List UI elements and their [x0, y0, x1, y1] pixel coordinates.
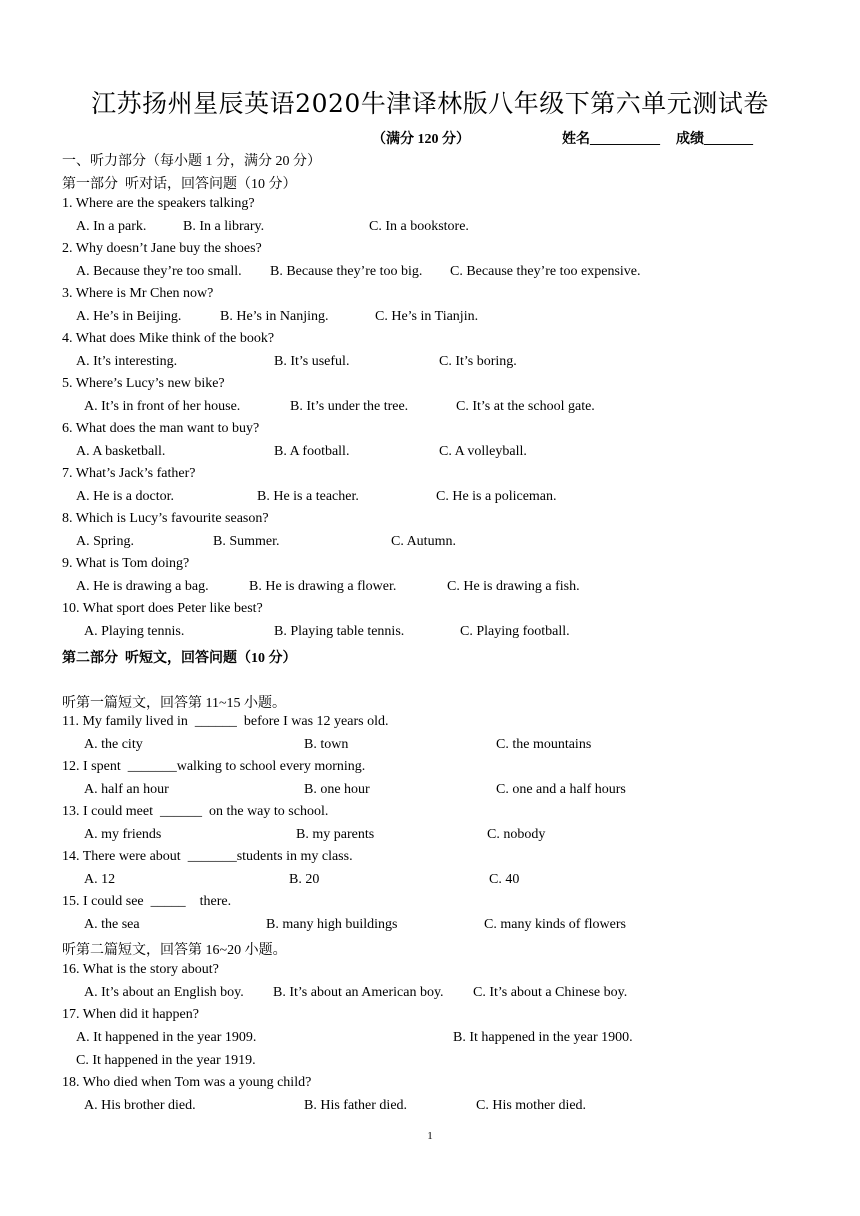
option: B. A football. — [274, 444, 350, 459]
option: C. His mother died. — [476, 1098, 587, 1113]
question: 14. There were about _______students in my class. — [62, 849, 353, 864]
option: C. the mountains — [496, 737, 592, 752]
option: A. His brother died. — [84, 1098, 196, 1113]
part1-heading: 第一部分 听对话，回答问题（10 分） — [62, 177, 297, 192]
option: C. In a bookstore. — [369, 219, 469, 234]
passage1-instruction: 听第一篇短文，回答第 11~15 小题。 — [62, 696, 287, 711]
option: C. It’s boring. — [439, 354, 517, 369]
option: A. He’s in Beijing. — [76, 309, 182, 324]
option: C. He is drawing a fish. — [447, 579, 580, 594]
full-score: （满分 120 分） — [372, 132, 470, 147]
question: 2. Why doesn’t Jane buy the shoes? — [62, 241, 262, 256]
option: B. many high buildings — [266, 917, 398, 932]
option: B. He is a teacher. — [257, 489, 359, 504]
question: 7. What’s Jack’s father? — [62, 466, 196, 481]
option: C. one and a half hours — [496, 782, 626, 797]
option: A. In a park. — [76, 219, 147, 234]
option: A. the sea — [84, 917, 140, 932]
page-title: 江苏扬州星辰英语2020牛津译林版八年级下第六单元测试卷 — [91, 89, 769, 118]
passage2-instruction: 听第二篇短文，回答第 16~20 小题。 — [62, 943, 287, 958]
option: B. one hour — [304, 782, 370, 797]
question: 12. I spent _______walking to school every morning. — [62, 759, 366, 774]
option: B. 20 — [289, 872, 320, 887]
option: C. 40 — [489, 872, 520, 887]
question: 10. What sport does Peter like best? — [62, 601, 263, 616]
question: 3. Where is Mr Chen now? — [62, 286, 214, 301]
option: A. He is a doctor. — [76, 489, 174, 504]
option: C. many kinds of flowers — [484, 917, 626, 932]
option: B. It’s under the tree. — [290, 399, 409, 414]
option: B. my parents — [296, 827, 375, 842]
question: 13. I could meet ______ on the way to school. — [62, 804, 329, 819]
option: A. It’s interesting. — [76, 354, 178, 369]
option: C. A volleyball. — [439, 444, 527, 459]
option: B. His father died. — [304, 1098, 408, 1113]
name-field: 姓名__________ — [562, 132, 660, 147]
option: B. Playing table tennis. — [274, 624, 405, 639]
option: B. It happened in the year 1900. — [453, 1030, 633, 1045]
option: B. town — [304, 737, 349, 752]
section-heading: 一、听力部分（每小题 1 分，满分 20 分） — [62, 154, 321, 169]
option: A. It’s in front of her house. — [84, 399, 241, 414]
option: A. Playing tennis. — [84, 624, 185, 639]
option: A. 12 — [84, 872, 116, 887]
option: B. He’s in Nanjing. — [220, 309, 329, 324]
option: B. It’s useful. — [274, 354, 350, 369]
option: A. Because they’re too small. — [76, 264, 242, 279]
score-field: 成绩_______ — [676, 132, 753, 147]
option: C. He is a policeman. — [436, 489, 557, 504]
option: C. Autumn. — [391, 534, 456, 549]
option: C. He’s in Tianjin. — [375, 309, 479, 324]
option: C. nobody — [487, 827, 546, 842]
option: A. half an hour — [84, 782, 169, 797]
option: A. Spring. — [76, 534, 134, 549]
option: B. Because they’re too big. — [270, 264, 423, 279]
question: 11. My family lived in ______ before I was 12 years old. — [62, 714, 389, 729]
question: 6. What does the man want to buy? — [62, 421, 260, 436]
option: A. A basketball. — [76, 444, 166, 459]
option: B. He is drawing a flower. — [249, 579, 397, 594]
option: A. the city — [84, 737, 143, 752]
question: 18. Who died when Tom was a young child? — [62, 1075, 312, 1090]
question: 16. What is the story about? — [62, 962, 219, 977]
option: B. In a library. — [183, 219, 265, 234]
option: C. It’s about a Chinese boy. — [473, 985, 628, 1000]
question: 5. Where’s Lucy’s new bike? — [62, 376, 225, 391]
question: 8. Which is Lucy’s favourite season? — [62, 511, 269, 526]
option: C. Because they’re too expensive. — [450, 264, 641, 279]
option: A. It’s about an English boy. — [84, 985, 244, 1000]
option: B. It’s about an American boy. — [273, 985, 444, 1000]
option: C. It happened in the year 1919. — [76, 1053, 256, 1068]
page-number: 1 — [427, 1130, 433, 1142]
option: C. It’s at the school gate. — [456, 399, 595, 414]
option: A. He is drawing a bag. — [76, 579, 209, 594]
question: 1. Where are the speakers talking? — [62, 196, 255, 211]
option: C. Playing football. — [460, 624, 570, 639]
question: 17. When did it happen? — [62, 1007, 199, 1022]
option: A. my friends — [84, 827, 162, 842]
option: A. It happened in the year 1909. — [76, 1030, 257, 1045]
option: B. Summer. — [213, 534, 280, 549]
question: 15. I could see _____ there. — [62, 894, 232, 909]
part2-heading: 第二部分 听短文，回答问题（10 分） — [62, 651, 297, 666]
question: 4. What does Mike think of the book? — [62, 331, 275, 346]
question: 9. What is Tom doing? — [62, 556, 190, 571]
